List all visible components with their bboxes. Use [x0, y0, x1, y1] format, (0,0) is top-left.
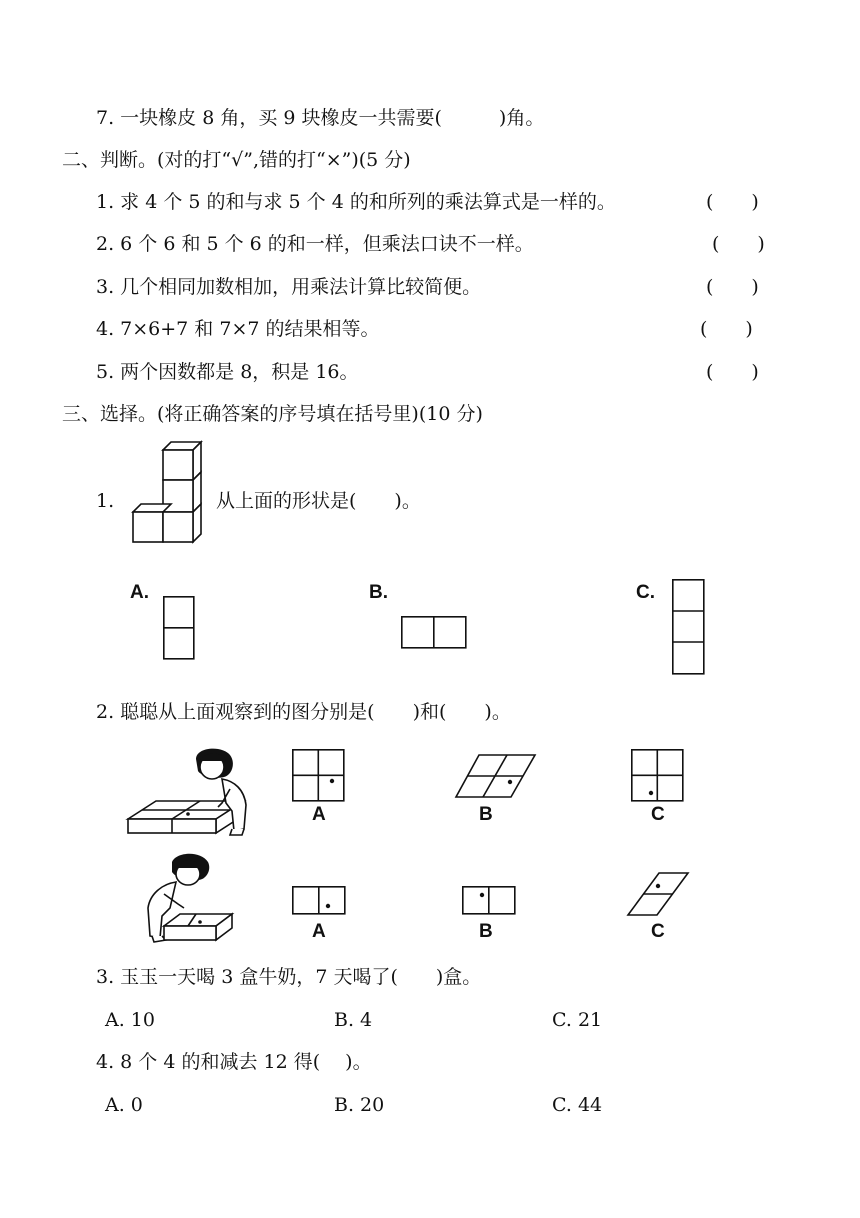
choice-3-text: 3. 玉玉一天喝 3 盒牛奶，7 天喝了( )盒。: [96, 966, 482, 988]
option-b-shape: [401, 616, 467, 649]
row2-option-b-shape: [462, 886, 516, 915]
judge-item-3: 3. 几个相同加数相加，用乘法计算比较简便。: [96, 276, 482, 298]
judge-blank-2[interactable]: ( ): [712, 233, 765, 255]
choice-3-option-a[interactable]: A. 10: [105, 1009, 155, 1031]
choice-4-text: 4. 8 个 4 的和减去 12 得( )。: [96, 1051, 372, 1073]
choice-4-option-c[interactable]: C. 44: [552, 1094, 603, 1116]
row1-option-b-shape: [455, 754, 537, 798]
choice-4-option-b[interactable]: B. 20: [334, 1094, 385, 1116]
option-a-shape: [163, 596, 195, 660]
choice-2-text: 2. 聪聪从上面观察到的图分别是( )和( )。: [96, 701, 511, 723]
choice-1-option-c-label[interactable]: C.: [636, 582, 655, 603]
section-3-title: 三、选择。(将正确答案的序号填在括号里)(10 分): [62, 403, 483, 425]
cube-stack-figure: [133, 442, 208, 542]
row2-label-c[interactable]: C: [651, 921, 665, 942]
choice-1-number: 1.: [96, 490, 115, 512]
row1-label-a[interactable]: A: [312, 804, 326, 825]
choice-3-option-c[interactable]: C. 21: [552, 1009, 603, 1031]
choice-3-option-b[interactable]: B. 4: [334, 1009, 373, 1031]
row2-option-c-shape: [627, 872, 689, 916]
row2-label-b[interactable]: B: [479, 921, 493, 942]
judge-blank-3[interactable]: ( ): [706, 276, 759, 298]
choice-1-option-b-label[interactable]: B.: [369, 582, 388, 603]
judge-item-5: 5. 两个因数都是 8，积是 16。: [96, 361, 359, 383]
boy-observing-figure-1: [126, 745, 266, 837]
judge-item-2: 2. 6 个 6 和 5 个 6 的和一样，但乘法口诀不一样。: [96, 233, 534, 255]
row1-label-c[interactable]: C: [651, 804, 665, 825]
row1-option-a-shape: [292, 749, 345, 802]
judge-blank-5[interactable]: ( ): [706, 361, 759, 383]
option-c-shape: [672, 579, 705, 675]
judge-item-1: 1. 求 4 个 5 的和与求 5 个 4 的和所列的乘法算式是一样的。: [96, 191, 616, 213]
judge-item-4: 4. 7×6+7 和 7×7 的结果相等。: [96, 318, 380, 340]
judge-blank-4[interactable]: ( ): [700, 318, 753, 340]
choice-1-option-a-label[interactable]: A.: [130, 582, 149, 603]
row2-label-a[interactable]: A: [312, 921, 326, 942]
row1-option-c-shape: [631, 749, 684, 802]
section-2-title: 二、判断。(对的打“√”,错的打“×”)(5 分): [62, 149, 411, 171]
choice-4-option-a[interactable]: A. 0: [105, 1094, 143, 1116]
choice-1-text: 从上面的形状是( )。: [216, 490, 421, 512]
boy-observing-figure-2: [140, 852, 240, 944]
row1-label-b[interactable]: B: [479, 804, 493, 825]
judge-blank-1[interactable]: ( ): [706, 191, 759, 213]
question-7: 7. 一块橡皮 8 角，买 9 块橡皮一共需要( )角。: [96, 107, 545, 129]
row2-option-a-shape: [292, 886, 346, 915]
